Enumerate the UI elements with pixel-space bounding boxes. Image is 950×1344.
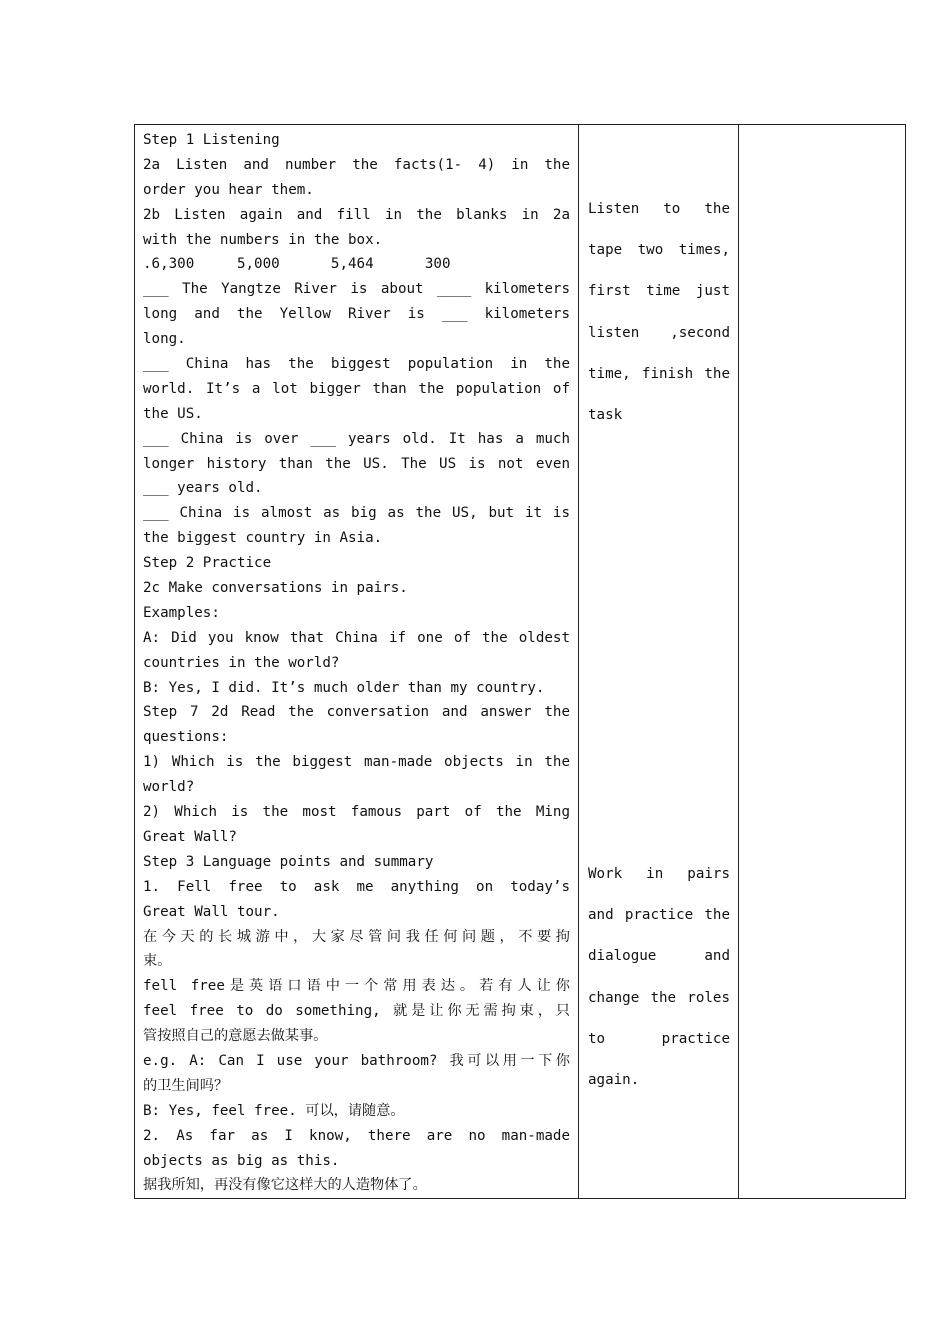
- text-line: order you hear them.: [143, 181, 314, 198]
- method-line: again.: [588, 1071, 640, 1088]
- text-line: Examples:: [143, 604, 220, 621]
- text-line: 管按照自己的意愿去做某事。: [143, 1028, 328, 1045]
- text-line: with the numbers in the box.: [143, 231, 383, 248]
- text-line: 2) Which is the most famous part of the Ming: [143, 804, 570, 821]
- text-line: 2b Listen again and fill in the blanks in 2a: [143, 206, 570, 223]
- text-line: ___ China has the biggest population in the: [143, 356, 570, 373]
- text-line: Great Wall tour.: [143, 903, 280, 920]
- text-line: 在今天的长城游中，大家尽管问我任何问题，不要拘: [143, 928, 570, 945]
- text-line: the US.: [143, 405, 203, 422]
- text-line: ___ China is almost as big as the US, but it is: [143, 505, 570, 522]
- text-line: longer history than the US. The US is not even: [143, 455, 570, 472]
- text-line: B: Yes, feel free. 可以，请随意。: [143, 1102, 405, 1119]
- listening-method-note: [588, 189, 730, 436]
- lesson-table: [134, 124, 906, 1199]
- method-line: time, finish the: [588, 365, 730, 382]
- method-line: and practice the: [588, 907, 730, 924]
- text-line: Step 7 2d Read the conversation and answer the: [143, 704, 570, 721]
- practice-method-note: [588, 854, 730, 1101]
- text-line: ___ The Yangtze River is about ____ kilometers: [143, 281, 570, 298]
- text-line: B: Yes, I did. It’s much older than my country.: [143, 679, 545, 696]
- text-line: 2a Listen and number the facts(1- 4) in the: [143, 156, 570, 173]
- text-line: 束。: [143, 953, 172, 970]
- text-line: 1) Which is the biggest man-made objects in the: [143, 754, 570, 771]
- text-line: Step 2 Practice: [143, 555, 272, 572]
- text-line: world. It’s a lot bigger than the population of: [143, 380, 570, 397]
- notes-cell: [739, 125, 906, 1199]
- method-line: to practice: [588, 1030, 730, 1047]
- method-line: change the roles: [588, 989, 730, 1006]
- text-line: long and the Yellow River is ___ kilometers: [143, 306, 570, 323]
- method-line: listen ,second: [588, 324, 730, 341]
- text-line: 2c Make conversations in pairs.: [143, 580, 408, 597]
- text-line: the biggest country in Asia.: [143, 530, 383, 547]
- text-line: ___ years old.: [143, 480, 263, 497]
- text-line: 的卫生间吗？: [143, 1077, 229, 1094]
- text-line: long.: [143, 331, 186, 348]
- method-line: Listen to the: [588, 201, 730, 217]
- method-line: tape two times,: [588, 242, 730, 259]
- text-line: .6,300 5,000 5,464 300: [143, 256, 451, 273]
- text-line: world?: [143, 779, 195, 796]
- text-line: ___ China is over ___ years old. It has a much: [143, 430, 570, 447]
- method-line: dialogue and: [588, 948, 730, 965]
- text-line: 2. As far as I know, there are no man-made: [143, 1127, 570, 1144]
- text-line: 1. Fell free to ask me anything on today’s: [143, 878, 570, 895]
- method-line: first time just: [588, 283, 730, 300]
- text-line: Great Wall?: [143, 828, 237, 845]
- activities-cell: [135, 125, 579, 1199]
- text-line: questions:: [143, 729, 229, 746]
- text-line: Step 3 Language points and summary: [143, 853, 434, 870]
- text-line: fell free是英语口语中一个常用表达。若有人让你: [143, 978, 570, 995]
- text-line: countries in the world?: [143, 654, 340, 671]
- text-line: Step 1 Listening: [143, 132, 280, 148]
- method-line: task: [588, 406, 623, 423]
- table-row: [135, 125, 906, 1199]
- text-line: A: Did you know that China if one of the oldest: [143, 629, 570, 646]
- text-line: objects as big as this.: [143, 1152, 340, 1169]
- method-cell: [579, 125, 739, 1199]
- text-line: e.g. A: Can I use your bathroom? 我可以用一下你: [143, 1052, 570, 1069]
- text-line: feel free to do something, 就是让你无需拘束，只: [143, 1003, 570, 1020]
- method-line: Work in pairs: [588, 866, 730, 882]
- text-line: 据我所知，再没有像它这样大的人造物体了。: [143, 1177, 427, 1194]
